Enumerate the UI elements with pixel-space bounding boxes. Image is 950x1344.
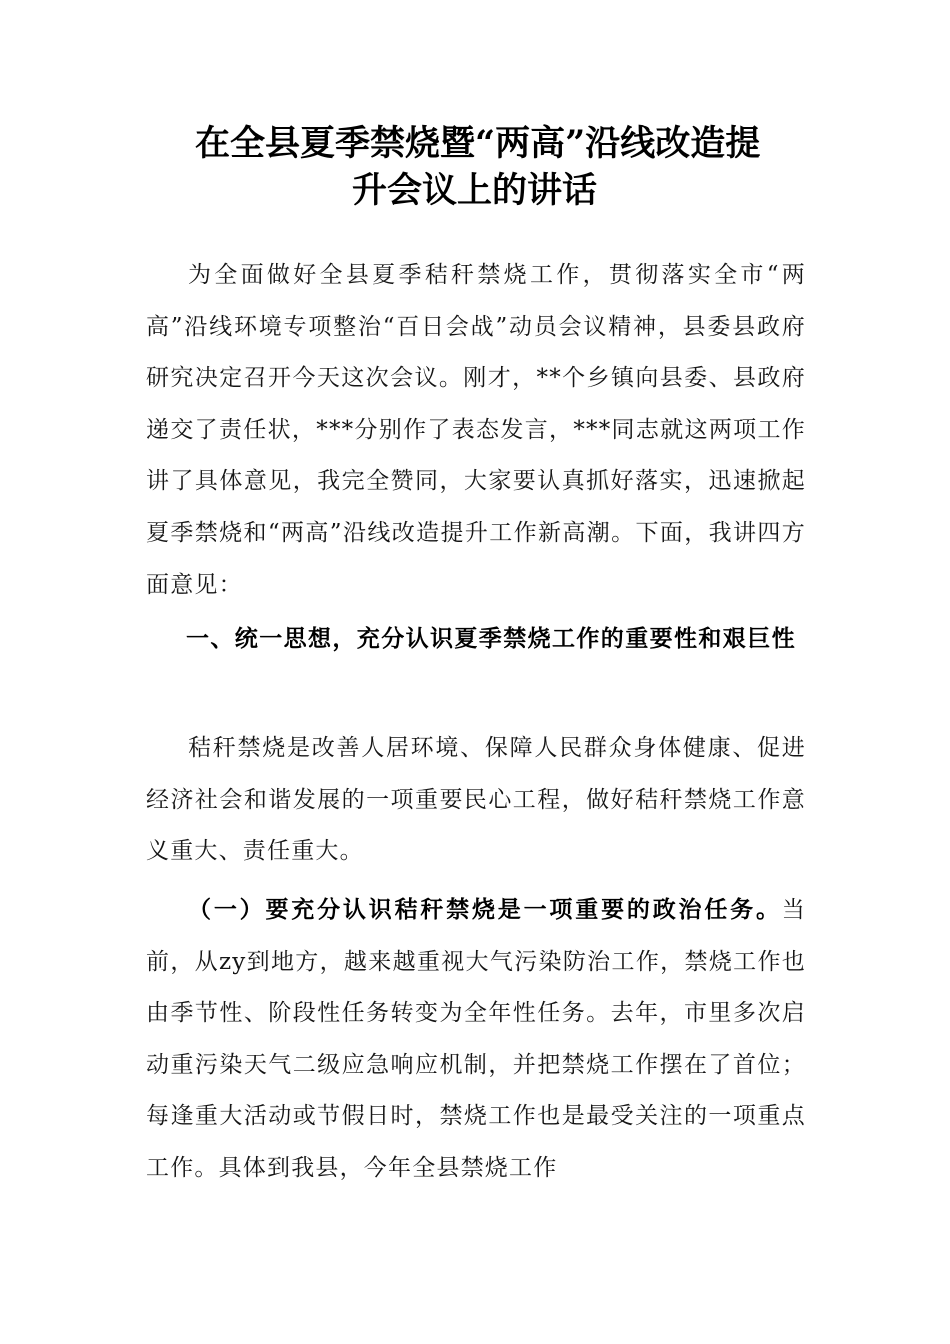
- intro-paragraph: 为全面做好全县夏季秸秆禁烧工作，贯彻落实全市“两高”沿线环境专项整治“百日会战”动员会议精神，县委县政府研究决定召开今天这次会议。刚才，**个乡镇向县委、县政府递交了责任状，***分别作了表态发言，***同志就这两项工作讲了具体意见，我完全赞同，大家要认真抓好落实，迅速掀起夏季禁烧和“两高”沿线改造提升工作新高潮。下面，我讲四方面意见：: [146, 262, 806, 598]
- title-line-1: 在全县夏季禁烧暨“两高”沿线改造提: [195, 123, 761, 164]
- section-1-paragraph: 秸秆禁烧是改善人居环境、保障人民群众身体健康、促进经济社会和谐发展的一项重要民心工程，做好秸秆禁烧工作意义重大、责任重大。: [146, 735, 806, 865]
- subsection-1-paragraph: [146, 884, 806, 1195]
- subsection-1-text: 当前，从zy到地方，越来越重视大气污染防治工作，禁烧工作也由季节性、阶段性任务转变为全年性任务。去年，市里多次启动重污染天气二级应急响应机制，并把禁烧工作摆在了首位；每逢重大活动或节假日时，禁烧工作也是最受关注的一项重点工作。具体到我县，今年全县禁烧工作: [146, 897, 806, 1181]
- subsection-1-heading: （一）要充分认识秸秆禁烧是一项重要的政治任务。: [188, 896, 782, 923]
- section-heading-1: 一、统一思想，充分认识夏季禁烧工作的重要性和艰巨性: [186, 625, 796, 652]
- title-line-2: 升会议上的讲话: [352, 170, 598, 211]
- document-title: [150, 120, 800, 214]
